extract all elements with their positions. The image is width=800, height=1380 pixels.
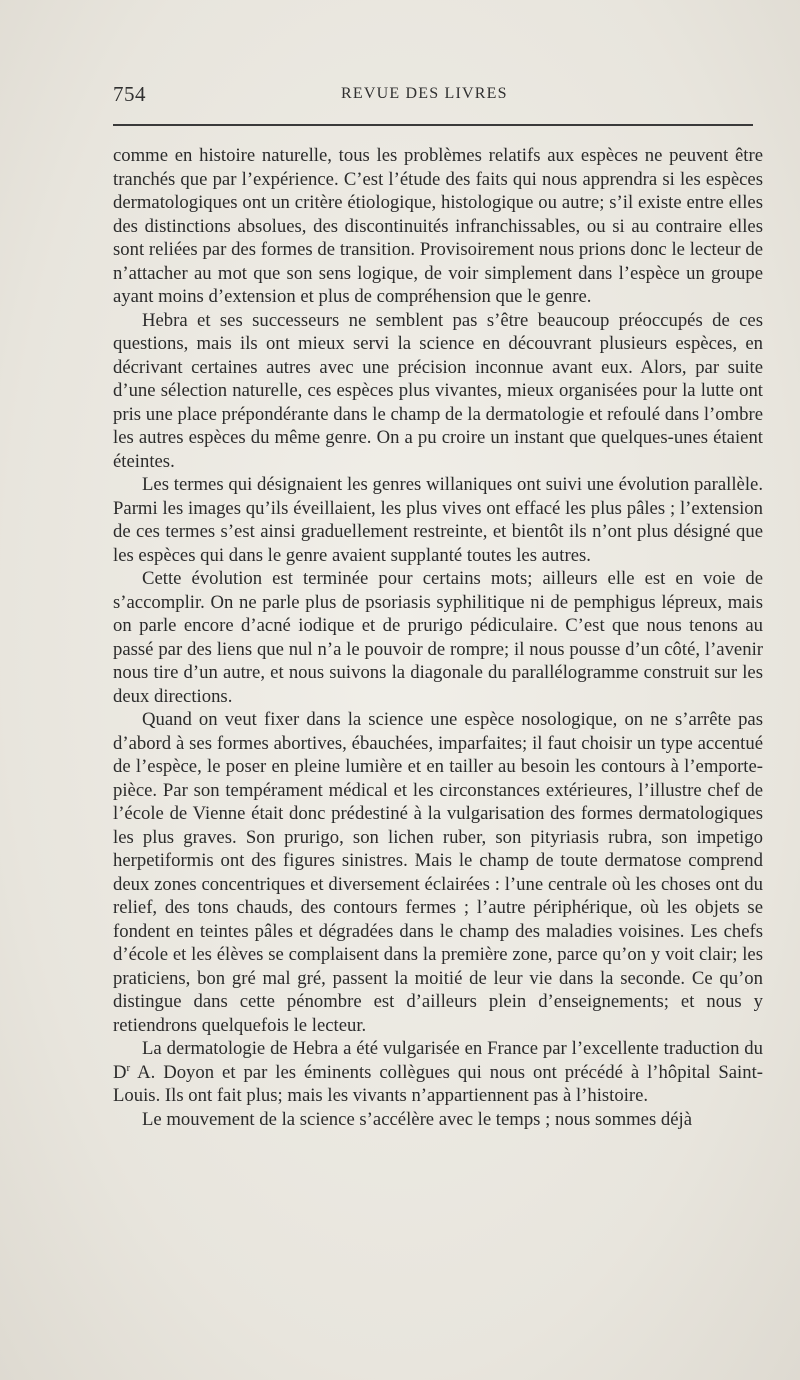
paragraph-6-text-a: La dermatologie de Hebra a été vulgarisée en France par l’excellente traduction du D [113,1038,763,1083]
paragraph-5: Quand on veut fixer dans la science une espèce nosologique, on ne s’arrête pas d’abord à ses formes abortives, ébauchées, imparfaites; il faut choisir un type accentué de l’espèce, le poser en pleine lumière et en tailler au besoin les contours à l’emporte-pièce. Par son tempérament médical et les circonstances extérieures, l’illustre chef de l’école de Vienne était donc prédestiné à la vulgarisation des formes dermatologiques les plus graves. Son prurigo, son lichen ruber, son pityriasis rubra, son impetigo herpetiformis ont des figures sinistres. Mais le champ de toute dermatose comprend deux zones concentriques et diversement éclairées : l’une centrale où les choses ont du relief, des tons chauds, des contours fermes ; l’autre périphérique, où les objets se fondent en teintes pâles et dégradées dans le champ des maladies voisines. Les chefs d’école et les élèves se complaisent dans la première zone, parce qu’on y voit clair; les praticiens, bon gré mal gré, passent la moitié de leur vie dans la seconde. Ce qu’on distingue dans cette pénombre est d’ailleurs plein d’enseignements; et nous y retiendrons quelquefois le lecteur. [113,709,763,1036]
paragraph-3: Les termes qui désignaient les genres willaniques ont suivi une évolution parallèle. Parmi les images qu’ils éveillaient, les plus vives ont effacé les plus pâles ; l’extension de ces termes s’est ainsi graduellement restreinte, et bientôt ils n’ont plus désigné que les espèces qui dans le genre avaient supplanté toutes les autres. [113,474,763,566]
paragraph-2: Hebra et ses successeurs ne semblent pas s’être beaucoup préoccupés de ces questions, mais ils ont mieux servi la science en découvrant plusieurs espèces, en décrivant certaines autres avec une précision inconnue avant eux. Alors, par suite d’une sélection naturelle, ces espèces plus vivantes, mieux organisées pour la lutte ont pris une place prépondérante dans le champ de la dermatologie et refoulé dans l’ombre les autres espèces du même genre. On a pu croire un instant que quelques-unes étaient éteintes. [113,309,763,472]
body-text [113,144,763,1131]
paragraph-6 [113,1037,763,1108]
page-number: 754 [113,82,146,106]
paragraph-7: Le mouvement de la science s’accélère avec le temps ; nous sommes déjà [142,1108,693,1130]
paragraph-1: comme en histoire naturelle, tous les problèmes relatifs aux espèces ne peuvent être tranchés que par l’expérience. C’est l’étude des faits qui nous apprendra si les espèces dermatologiques ont un critère étiologique, histologique ou autre; s’il existe entre elles des distinctions absolues, des discontinuités infranchissables, ou si au contraire elles sont reliées par des formes de transition. Provisoirement nous prions donc le lecteur de n’attacher au mot que son sens logique, de voir simplement dans l’espèce un groupe ayant moins d’extension et plus de compréhension que le genre. [113,145,763,307]
running-title: REVUE DES LIVRES [341,85,508,102]
paragraph-4: Cette évolution est terminée pour certains mots; ailleurs elle est en voie de s’accomplir. On ne parle plus de psoriasis syphilitique ni de pemphigus lépreux, mais on parle encore d’acné iodique et de prurigo pédiculaire. C’est que nous tenons au passé par des liens que nul n’a le pouvoir de rompre; il nous pousse d’un côté, l’avenir nous tire d’un autre, et nous suivons la diagonale du parallélogramme construit sur les deux directions. [113,568,763,707]
header-rule [113,124,753,126]
page-header [113,82,753,112]
paragraph-6-text-b: A. Doyon et par les éminents collègues qui nous ont précédé à l’hôpital Saint-Louis. Ils ont fait plus; mais les vivants n’appartiennent pas à l’histoire. [113,1061,763,1106]
doctor-abbrev-superscript: r [126,1061,131,1074]
